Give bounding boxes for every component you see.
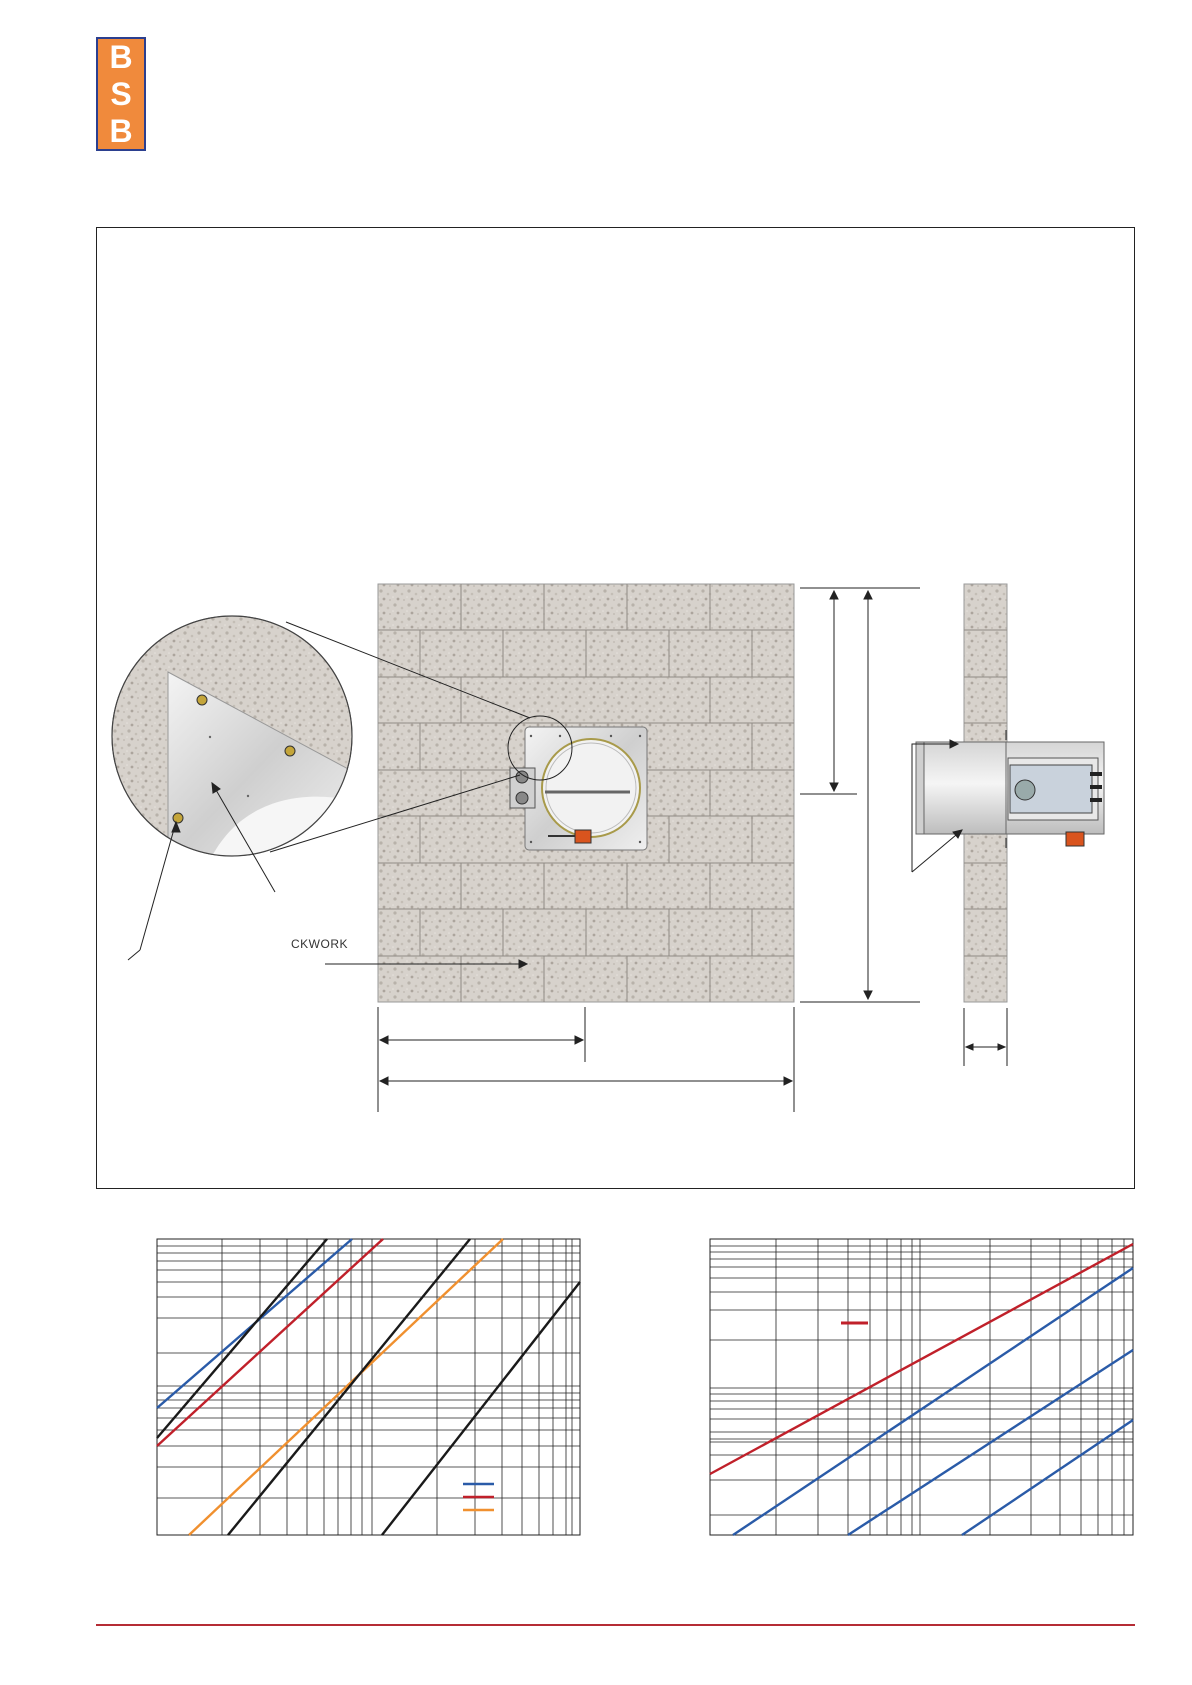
logo-letter-b2: B <box>109 112 133 149</box>
logo-letter-b1: B <box>109 39 133 76</box>
logo-letter-s: S <box>110 75 132 112</box>
damper-front-view <box>510 727 647 850</box>
thickness-dimension <box>964 1008 1007 1066</box>
width-dimensions <box>378 1007 794 1112</box>
height-dimensions <box>800 588 920 1002</box>
footer-rule <box>96 1624 1135 1626</box>
detail-zoom-circle <box>112 616 352 860</box>
brickwork-label: CKWORK <box>291 937 348 951</box>
side-section-view <box>916 584 1104 1002</box>
